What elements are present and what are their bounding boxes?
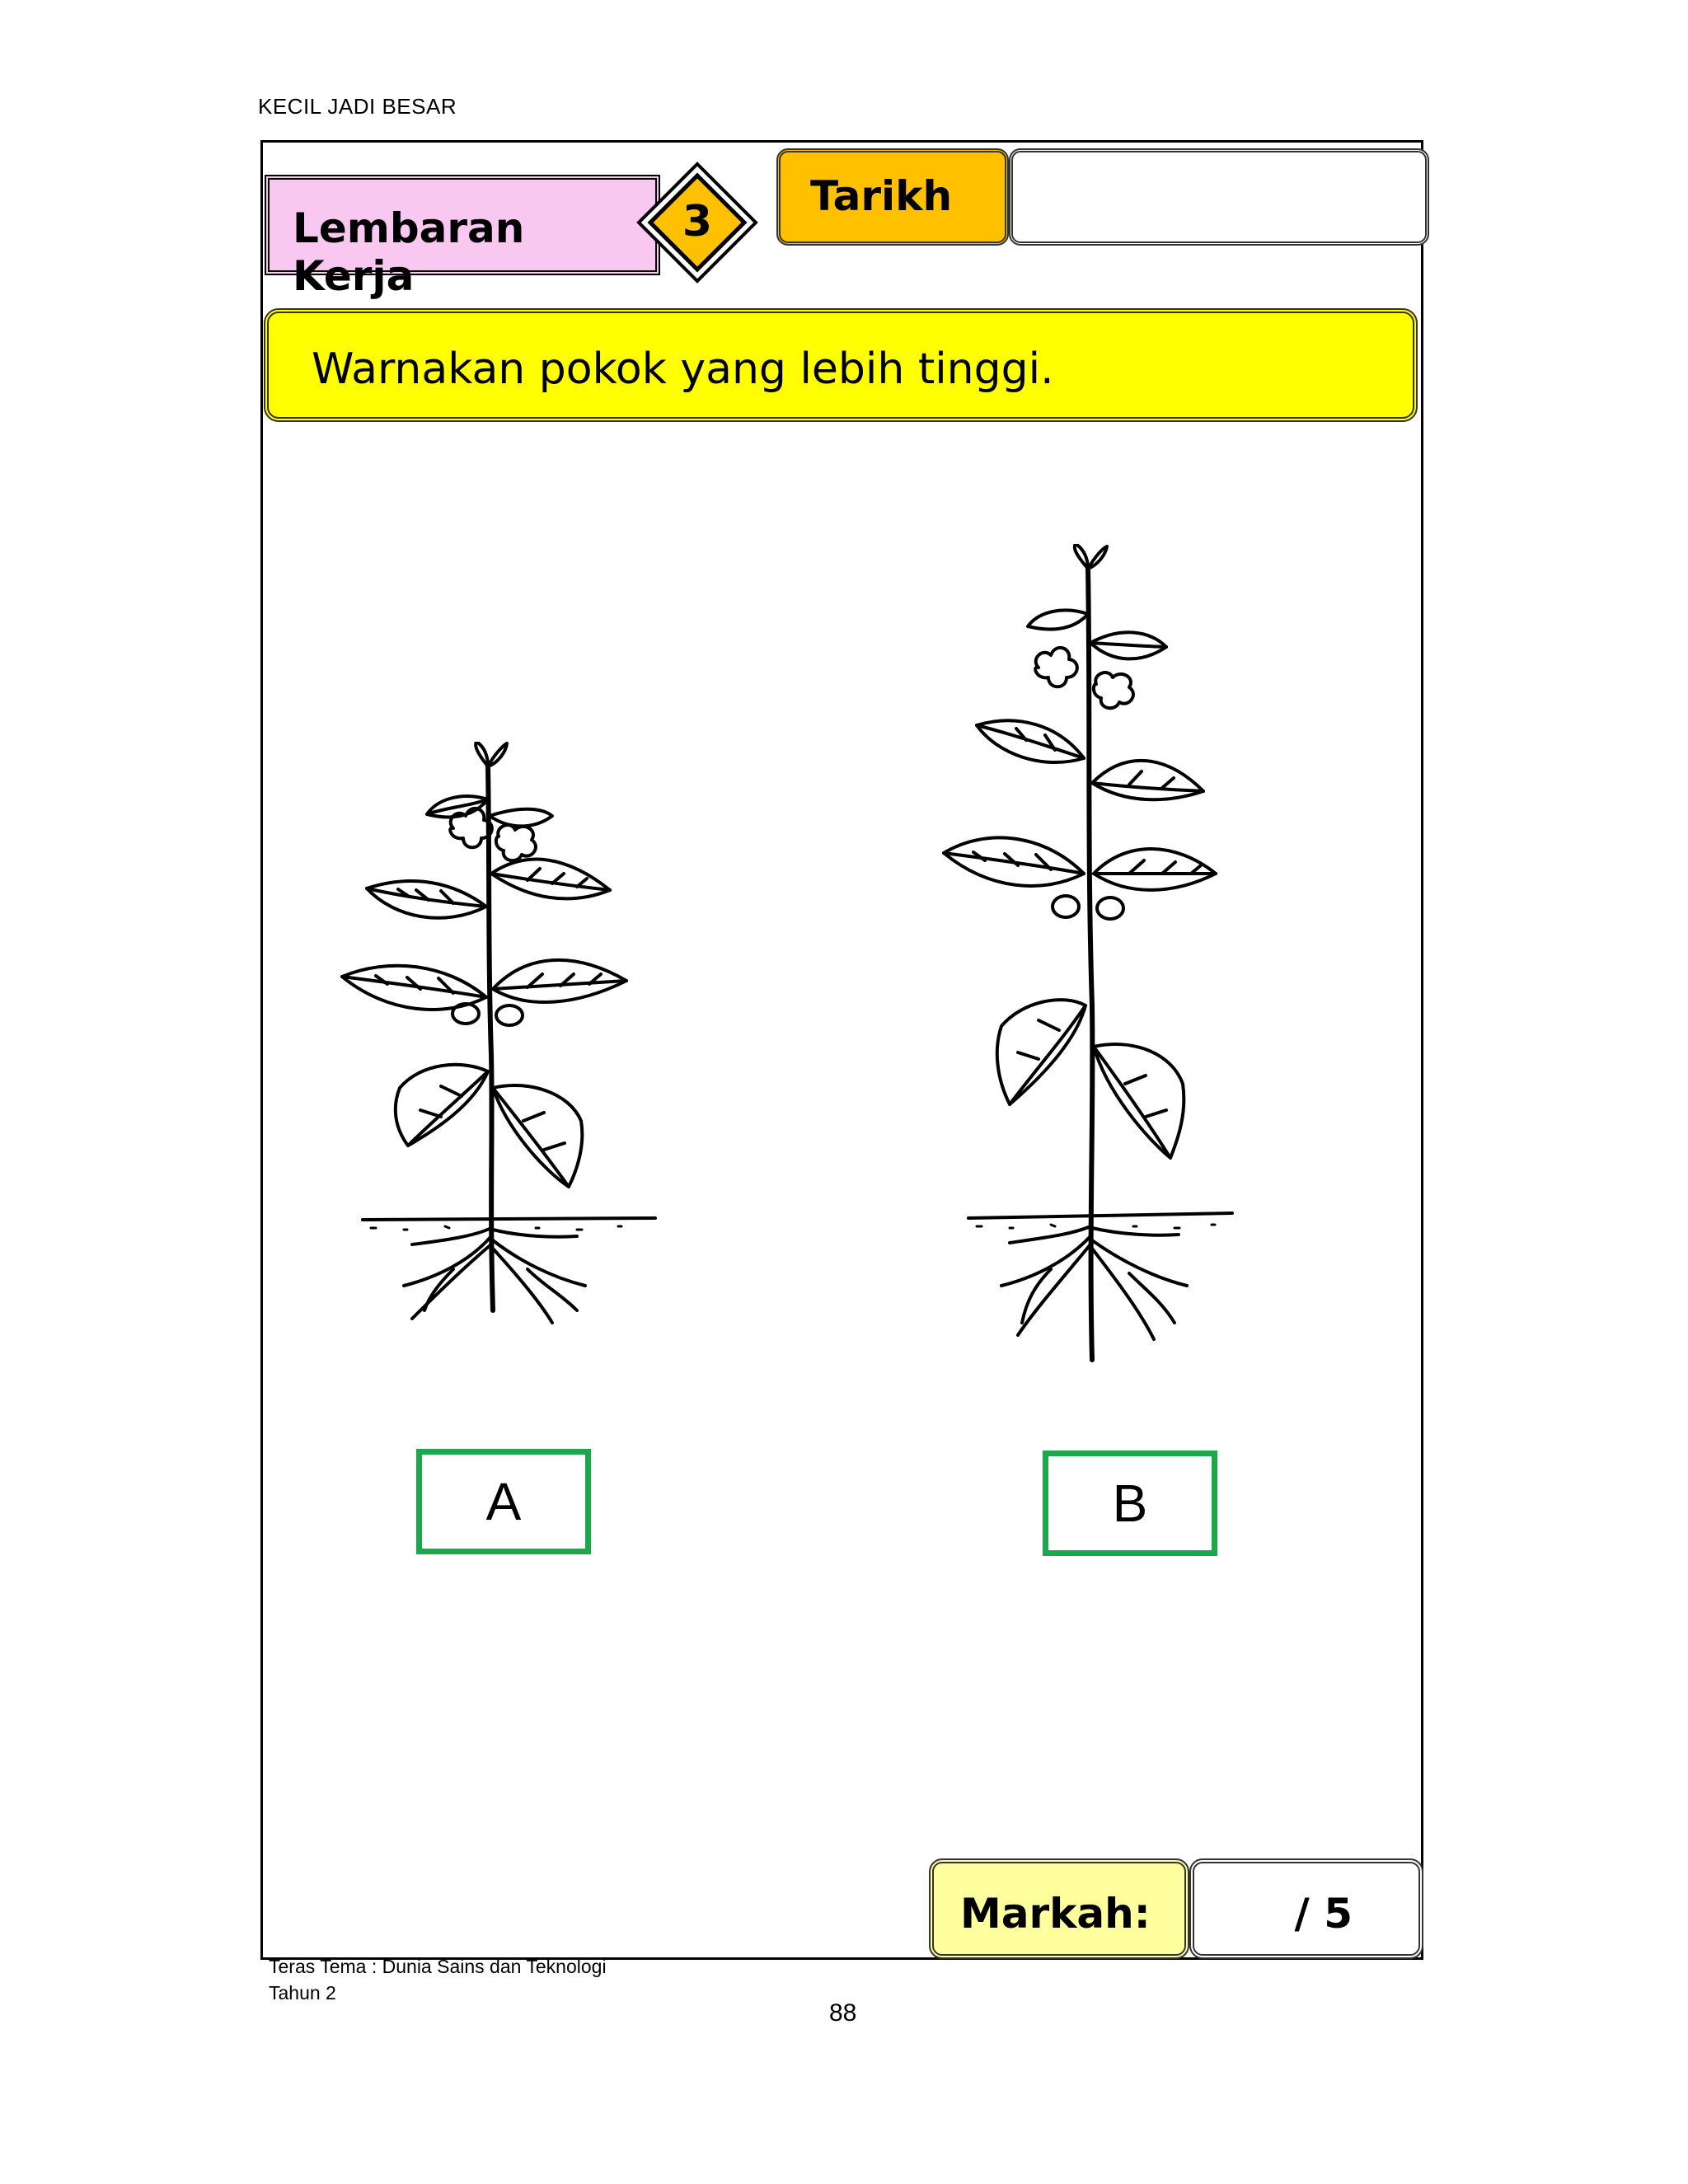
instruction-text: Warnakan pokok yang lebih tinggi.: [312, 344, 1054, 394]
worksheet-number-badge: [635, 161, 759, 284]
date-field[interactable]: [1009, 148, 1429, 246]
footer-year: Tahun 2: [269, 1982, 336, 2004]
plant-a-illustration: [330, 742, 676, 1335]
worksheet-label: [265, 175, 660, 300]
score-label: [929, 1858, 1189, 1959]
score-value: / 5: [1294, 1890, 1353, 1938]
date-label-text: Tarikh: [810, 172, 953, 220]
choice-label-a: A: [485, 1472, 522, 1531]
date-label: [776, 148, 1009, 246]
worksheet-number: 3: [682, 197, 713, 246]
score-field[interactable]: [1189, 1858, 1423, 1959]
choice-box-b[interactable]: [1043, 1451, 1217, 1556]
running-title: KECIL JADI BESAR: [258, 94, 457, 119]
score-label-text: Markah:: [960, 1890, 1151, 1938]
choice-box-a[interactable]: [416, 1449, 591, 1554]
footer-theme: Teras Tema : Dunia Sains dan Teknologi: [269, 1956, 607, 1977]
choice-label-b: B: [1112, 1474, 1148, 1533]
instruction-banner: [264, 308, 1418, 422]
plant-b-illustration: [919, 544, 1265, 1368]
worksheet-label-text: Lembaran Kerja: [293, 204, 525, 300]
page-number: 88: [829, 1999, 857, 2027]
